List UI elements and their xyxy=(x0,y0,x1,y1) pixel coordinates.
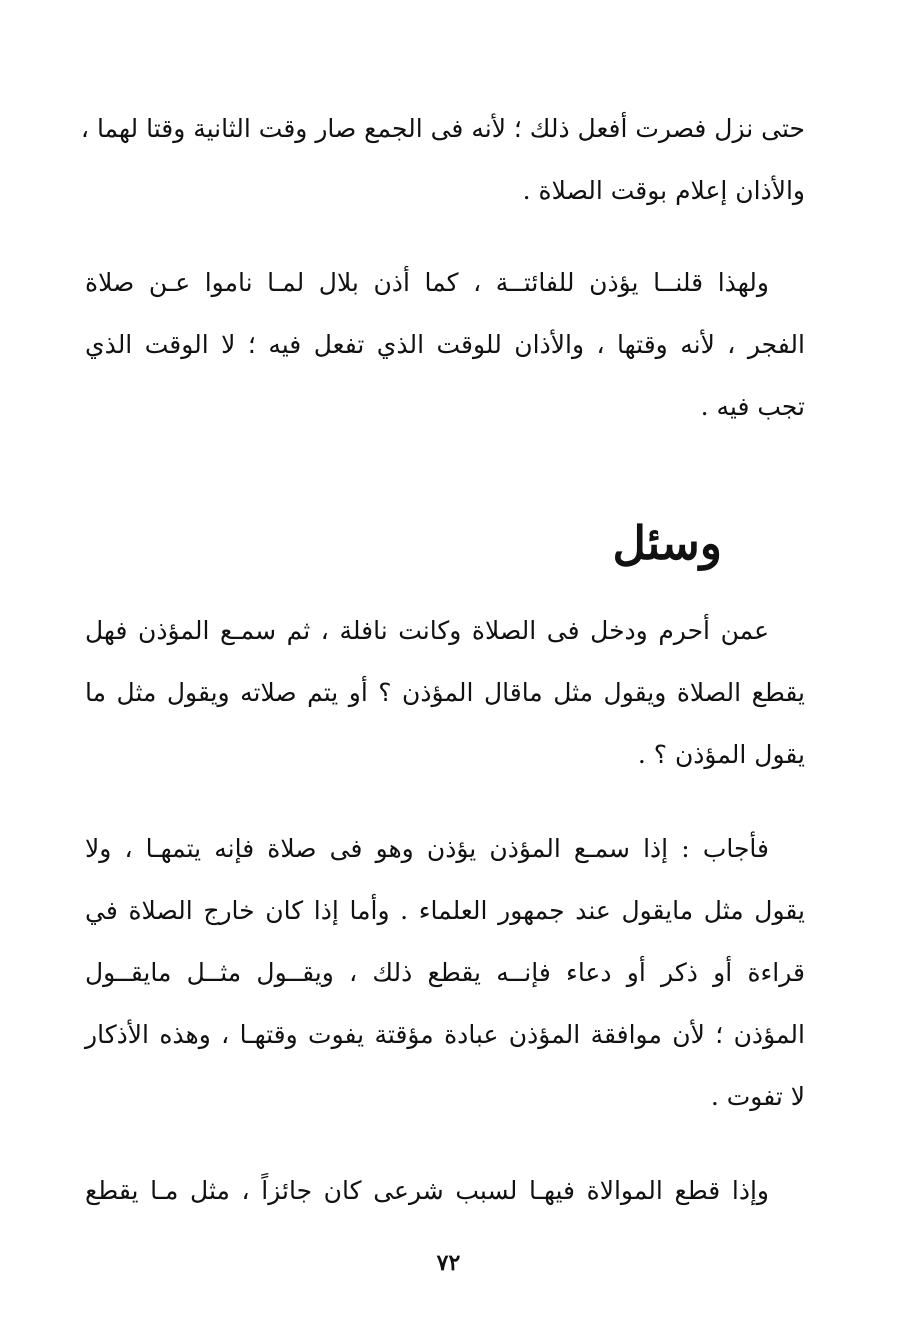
text-line: يقطع الصلاة ويقول مثل ماقال المؤذن ؟ أو يتم صلاته ويقول مثل ما xyxy=(85,678,805,707)
section-heading: وسئل xyxy=(612,516,722,570)
text-line: حتى نزل فصرت أفعل ذلك ؛ لأنه فى الجمع صار وقت الثانية وقتا لهما ، xyxy=(80,114,805,143)
page-number: ٧٢ xyxy=(436,1250,461,1276)
text-line: عمن أحرم ودخل فى الصلاة وكانت نافلة ، ثم سمـع المؤذن فهل xyxy=(85,616,769,645)
text-line: فأجاب : إذا سمـع المؤذن يؤذن وهو فى صلاة فإنه يتمهـا ، ولا xyxy=(85,834,769,863)
text-line: وإذا قطع الموالاة فيهـا لسبب شرعى كان جائزاً ، مثل مـا يقطع xyxy=(85,1176,769,1205)
text-line: تجب فيه . xyxy=(700,392,805,421)
paragraph-continuation xyxy=(80,98,805,222)
text-line: لا تفوت . xyxy=(710,1082,805,1111)
text-line: قراءة أو ذكر أو دعاء فإنــه يقطع ذلك ، ويقــول مثــل مايقــول xyxy=(85,958,805,987)
text-line: ولهذا قلنــا يؤذن للفائتــة ، كما أذن بلال لمـا ناموا عـن صلاة xyxy=(85,268,769,297)
text-line: يقول المؤذن ؟ . xyxy=(637,740,805,769)
paragraph-question xyxy=(85,600,805,786)
paragraph-answer xyxy=(85,818,805,1128)
text-line: المؤذن ؛ لأن موافقة المؤذن عبادة مؤقتة يفوت وقتهـا ، وهذه الأذكار xyxy=(85,1020,805,1049)
paragraph-fait xyxy=(85,252,805,438)
text-line: الفجر ، لأنه وقتها ، والأذان للوقت الذي تفعل فيه ؛ لا الوقت الذي xyxy=(85,330,805,359)
paragraph-continuing xyxy=(85,1160,805,1222)
text-line: والأذان إعلام بوقت الصلاة . xyxy=(522,176,805,205)
text-line: يقول مثل مايقول عند جمهور العلماء . وأما إذا كان خارج الصلاة في xyxy=(85,896,805,925)
